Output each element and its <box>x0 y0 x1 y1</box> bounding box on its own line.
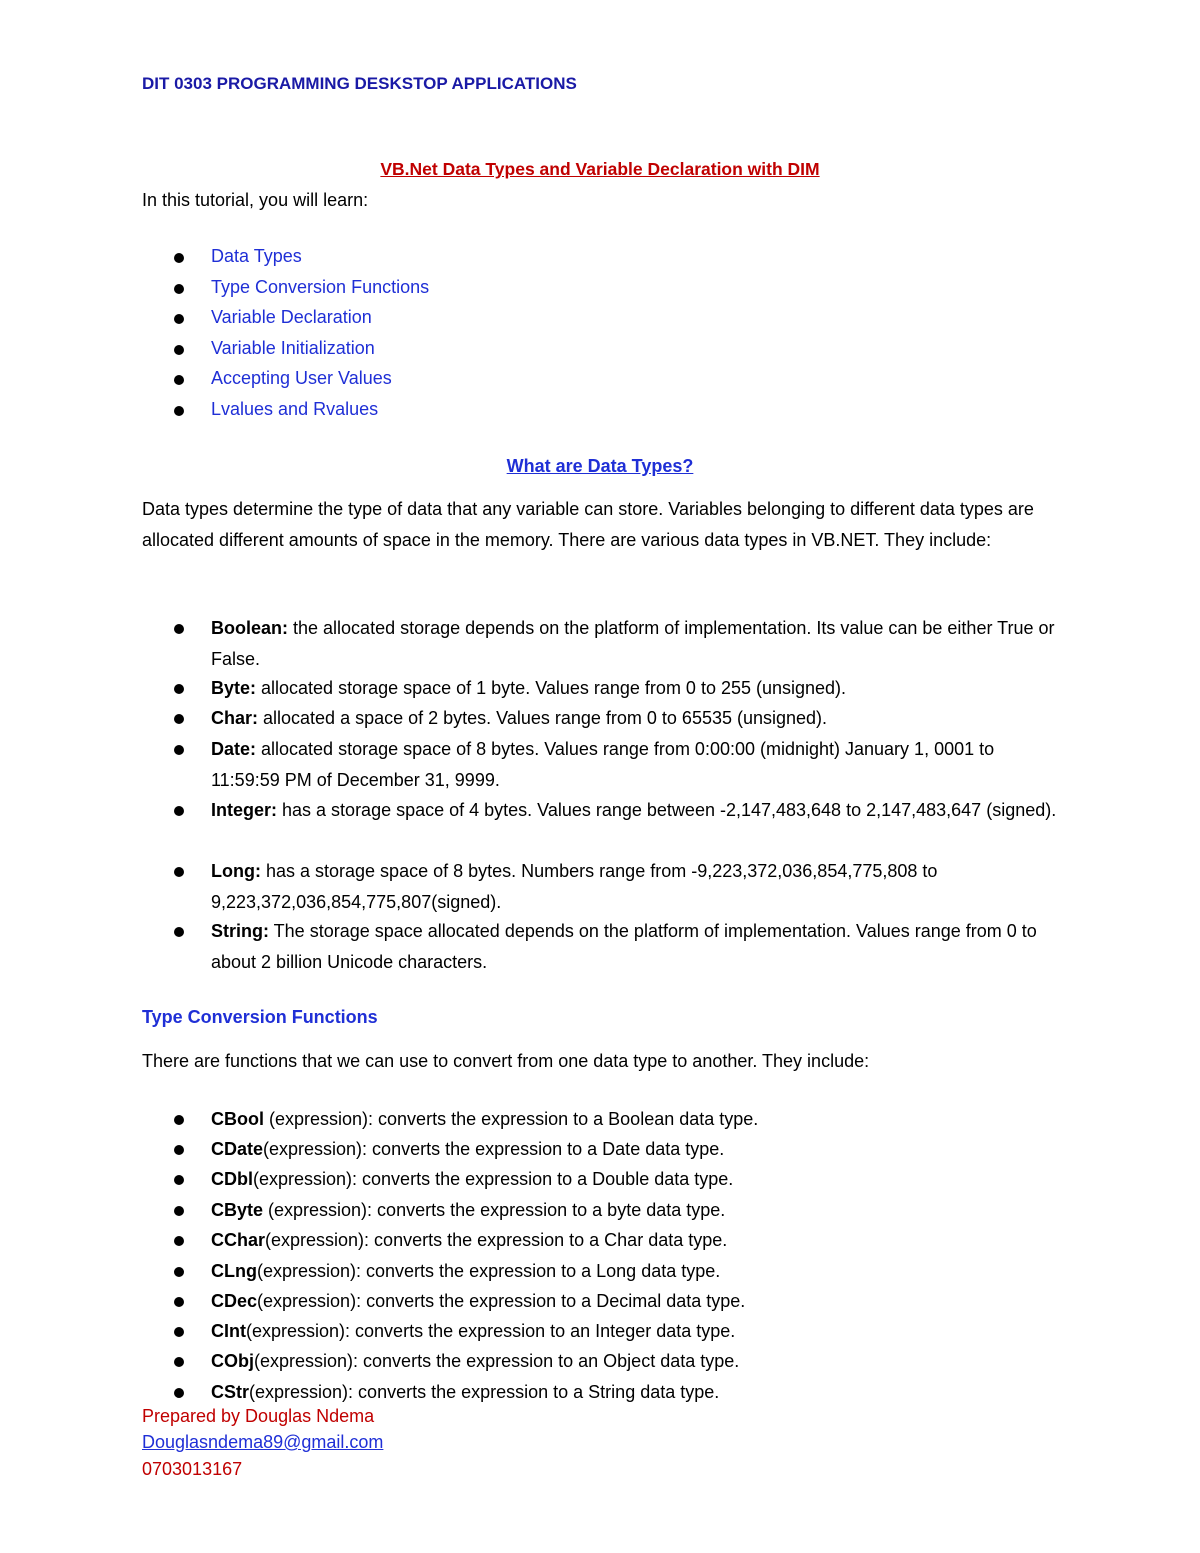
list-item: CChar(expression): converts the expression to a Char data type. <box>211 1230 728 1250</box>
bullet-icon <box>174 1236 184 1246</box>
toc-link-type-conversion[interactable]: Type Conversion Functions <box>211 277 430 297</box>
prepared-by: Prepared by Douglas Ndema <box>142 1406 375 1426</box>
bullet-icon <box>174 1145 184 1155</box>
list-item: CObj(expression): converts the expression to an Object data type. <box>211 1351 740 1371</box>
author-phone: 0703013167 <box>142 1459 243 1479</box>
toc-link-data-types[interactable]: Data Types <box>211 246 302 266</box>
bullet-icon <box>174 314 184 324</box>
bullet-icon <box>174 624 184 634</box>
document-title: VB.Net Data Types and Variable Declaration with DIM <box>380 159 820 179</box>
bullet-icon <box>174 1327 184 1337</box>
list-item: Char: allocated a space of 2 bytes. Values range from 0 to 65535 (unsigned). <box>211 708 828 728</box>
toc-link-lvalues-rvalues[interactable]: Lvalues and Rvalues <box>211 399 379 419</box>
bullet-icon <box>174 284 184 294</box>
list-item: Date: allocated storage space of 8 bytes. Values range from 0:00:00 (midnight) January 1, 0001 to 11:59:59 PM of December 31, 9999. <box>211 739 995 790</box>
bullet-icon <box>174 1388 184 1398</box>
toc-link-variable-initialization[interactable]: Variable Initialization <box>211 338 375 358</box>
bullet-icon <box>174 714 184 724</box>
list-item: CStr(expression): converts the expression to a String data type. <box>211 1382 720 1402</box>
bullet-icon <box>174 1357 184 1367</box>
bullet-icon <box>174 1175 184 1185</box>
bullet-icon <box>174 1297 184 1307</box>
list-item: CDbl(expression): converts the expression to a Double data type. <box>211 1169 734 1189</box>
list-item: Long: has a storage space of 8 bytes. Numbers range from -9,223,372,036,854,775,808 to 9,223,372,036,854,775,807(signed). <box>211 861 938 912</box>
bullet-icon <box>174 684 184 694</box>
bullet-icon <box>174 1267 184 1277</box>
toc-link-variable-declaration[interactable]: Variable Declaration <box>211 307 372 327</box>
author-email-link[interactable]: Douglasndema89@gmail.com <box>142 1432 384 1452</box>
list-item: Boolean: the allocated storage depends on the platform of implementation. Its value can be either True or False. <box>211 618 1055 669</box>
bullet-icon <box>174 1206 184 1216</box>
list-item: CDec(expression): converts the expression to a Decimal data type. <box>211 1291 746 1311</box>
list-item: String: The storage space allocated depends on the platform of implementation. Values range from 0 to about 2 billion Unicode characters. <box>211 921 1037 972</box>
list-item: CInt(expression): converts the expression to an Integer data type. <box>211 1321 736 1341</box>
bullet-icon <box>174 406 184 416</box>
toc-link-accepting-user-values[interactable]: Accepting User Values <box>211 368 392 388</box>
intro-text: In this tutorial, you will learn: <box>142 190 369 210</box>
section-heading-data-types: What are Data Types? <box>506 456 694 476</box>
bullet-icon <box>174 867 184 877</box>
list-item: CBool (expression): converts the expression to a Boolean data type. <box>211 1109 759 1129</box>
bullet-icon <box>174 253 184 263</box>
bullet-icon <box>174 1115 184 1125</box>
list-item: CLng(expression): converts the expression to a Long data type. <box>211 1261 721 1281</box>
conversion-paragraph: There are functions that we can use to convert from one data type to another. They include: <box>142 1051 870 1071</box>
list-item: CByte (expression): converts the expression to a byte data type. <box>211 1200 726 1220</box>
section-heading-type-conversion: Type Conversion Functions <box>142 1007 378 1027</box>
bullet-icon <box>174 345 184 355</box>
data-types-paragraph: Data types determine the type of data that any variable can store. Variables belonging to different data types are allocated different amounts of space in the memory. There are various data types in VB.NET. They include: <box>142 499 1034 550</box>
list-item: Integer: has a storage space of 4 bytes. Values range between -2,147,483,648 to 2,147,483,647 (signed). <box>211 800 1057 820</box>
bullet-icon <box>174 806 184 816</box>
bullet-icon <box>174 927 184 937</box>
list-item: Byte: allocated storage space of 1 byte. Values range from 0 to 255 (unsigned). <box>211 678 847 698</box>
bullet-icon <box>174 375 184 385</box>
list-item: CDate(expression): converts the expression to a Date data type. <box>211 1139 725 1159</box>
bullet-icon <box>174 745 184 755</box>
course-header: DIT 0303 PROGRAMMING DESKSTOP APPLICATIONS <box>142 74 577 93</box>
